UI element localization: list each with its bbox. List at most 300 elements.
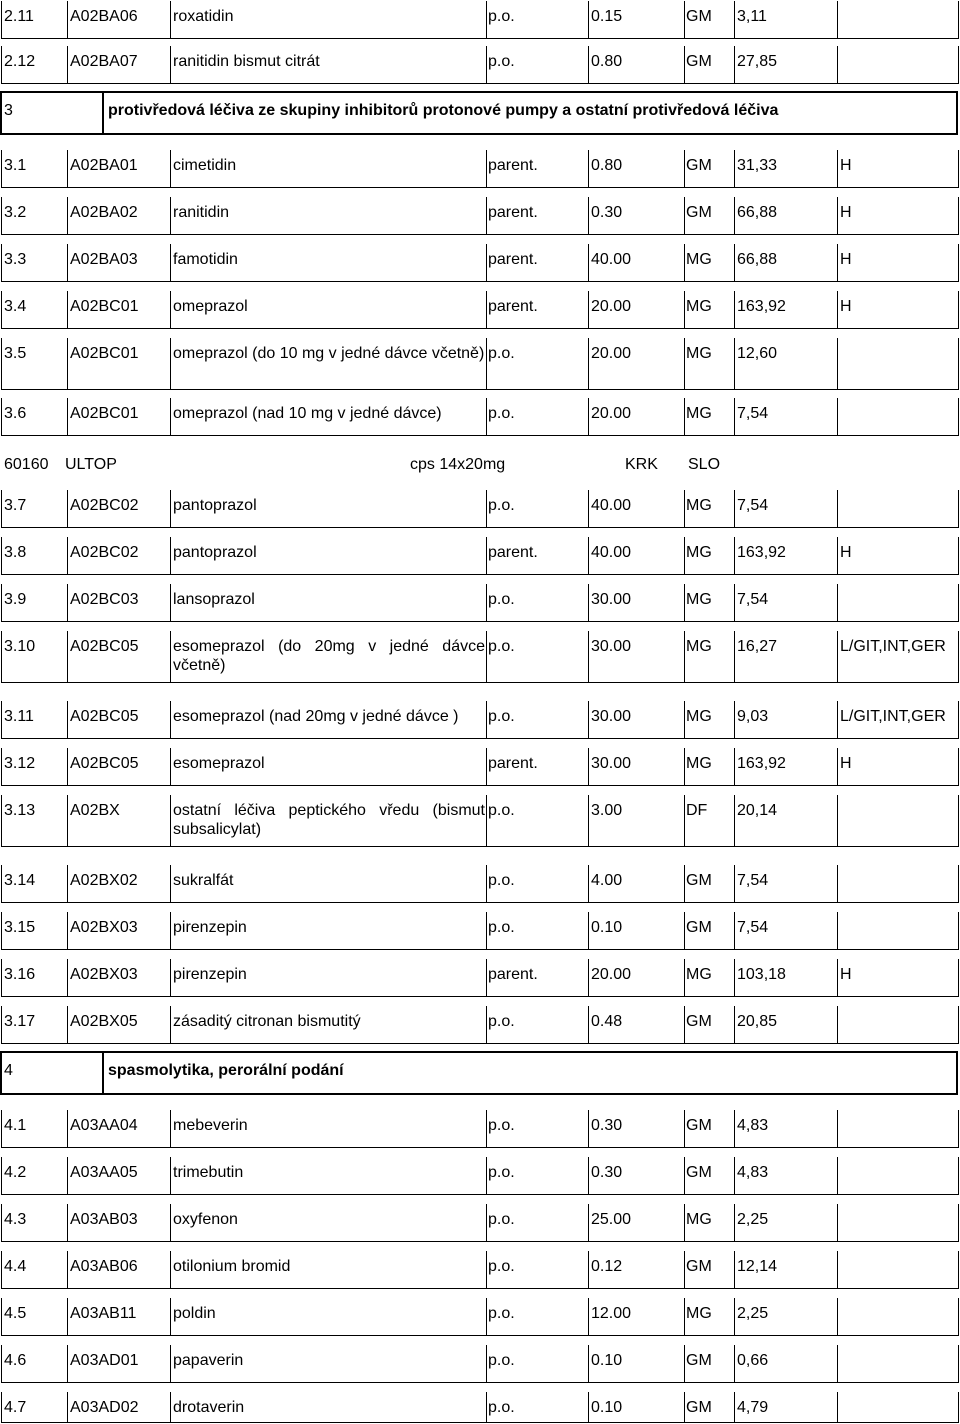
column-divider — [837, 1392, 838, 1423]
column-divider — [486, 150, 487, 188]
ddd-unit: GM — [686, 8, 712, 25]
column-divider — [837, 865, 838, 903]
drug-name: esomeprazol — [173, 755, 265, 772]
route: p.o. — [488, 802, 515, 819]
atc-code: A02BA06 — [70, 8, 138, 25]
column-divider — [486, 291, 487, 329]
column-divider — [170, 584, 171, 622]
column-divider — [684, 795, 685, 847]
product-name: ULTOP — [65, 456, 117, 473]
column-divider — [486, 1110, 487, 1148]
row-divider — [1, 1194, 958, 1195]
column-divider — [1, 291, 2, 329]
price: 163,92 — [737, 755, 786, 772]
atc-code: A03AB03 — [70, 1211, 138, 1228]
column-divider — [588, 338, 589, 390]
column-divider — [170, 631, 171, 683]
row-divider — [1, 281, 958, 282]
row-number: 2.11 — [4, 8, 34, 25]
row-number: 2.12 — [4, 53, 36, 70]
atc-code: A02BC05 — [70, 708, 139, 725]
column-divider — [1, 795, 2, 847]
column-divider — [486, 46, 487, 84]
column-divider — [102, 1053, 104, 1093]
table-row — [0, 150, 960, 188]
column-divider — [170, 46, 171, 84]
ddd-value: 0.80 — [591, 157, 623, 174]
ddd-value: 4.00 — [591, 872, 623, 889]
column-divider — [486, 1204, 487, 1242]
row-divider — [1, 1422, 958, 1423]
column-divider — [1, 1006, 2, 1044]
row-divider — [1, 389, 958, 390]
column-divider — [684, 398, 685, 436]
ddd-unit: MG — [686, 1211, 712, 1228]
column-divider — [67, 150, 68, 188]
column-divider — [486, 197, 487, 235]
column-divider — [588, 150, 589, 188]
column-divider — [958, 912, 959, 950]
restriction-note: H — [840, 157, 852, 174]
column-divider — [486, 398, 487, 436]
route: parent. — [488, 251, 538, 268]
column-divider — [684, 1006, 685, 1044]
ddd-value: 30.00 — [591, 638, 632, 655]
drug-name: pirenzepin — [173, 966, 247, 983]
column-divider — [170, 490, 171, 528]
ddd-unit: MG — [686, 755, 712, 772]
ddd-unit: GM — [686, 919, 712, 936]
table-row — [0, 912, 960, 950]
row-divider — [1, 435, 958, 436]
route: p.o. — [488, 1211, 515, 1228]
column-divider — [1, 748, 2, 786]
route: parent. — [488, 298, 538, 315]
column-divider — [67, 244, 68, 282]
column-divider — [734, 1, 735, 39]
column-divider — [837, 959, 838, 997]
atc-code: A02BX03 — [70, 919, 138, 936]
column-divider — [588, 197, 589, 235]
drug-name: esomeprazol (do 20mg v jedné dávce včetně) — [173, 638, 485, 674]
column-divider — [734, 490, 735, 528]
table-row — [0, 398, 960, 436]
column-divider — [170, 150, 171, 188]
column-divider — [1, 46, 2, 84]
column-divider — [958, 959, 959, 997]
ddd-value: 40.00 — [591, 497, 632, 514]
table-row — [0, 490, 960, 528]
price: 31,33 — [737, 157, 778, 174]
row-number: 4.1 — [4, 1117, 27, 1134]
drug-name: omeprazol (nad 10 mg v jedné dávce) — [173, 405, 442, 422]
column-divider — [684, 748, 685, 786]
column-divider — [837, 1298, 838, 1336]
column-divider — [486, 1392, 487, 1423]
column-divider — [67, 1157, 68, 1195]
column-divider — [734, 912, 735, 950]
price: 163,92 — [737, 298, 786, 315]
column-divider — [170, 748, 171, 786]
row-divider — [1, 1288, 958, 1289]
ddd-unit: GM — [686, 53, 712, 70]
column-divider — [486, 865, 487, 903]
column-divider — [837, 748, 838, 786]
column-divider — [486, 490, 487, 528]
atc-code: A02BA03 — [70, 251, 138, 268]
column-divider — [170, 398, 171, 436]
column-divider — [588, 1298, 589, 1336]
column-divider — [588, 1345, 589, 1383]
column-divider — [67, 959, 68, 997]
column-divider — [684, 1157, 685, 1195]
column-divider — [1, 1345, 2, 1383]
column-divider — [684, 1204, 685, 1242]
column-divider — [170, 1204, 171, 1242]
column-divider — [1, 959, 2, 997]
ddd-value: 20.00 — [591, 298, 632, 315]
column-divider — [67, 865, 68, 903]
column-divider — [486, 1157, 487, 1195]
drug-name: cimetidin — [173, 157, 237, 174]
ddd-value: 0.30 — [591, 204, 623, 221]
row-number: 3.16 — [4, 966, 36, 983]
row-number: 3.7 — [4, 497, 27, 514]
ddd-value: 30.00 — [591, 708, 632, 725]
column-divider — [588, 584, 589, 622]
column-divider — [734, 150, 735, 188]
column-divider — [588, 244, 589, 282]
price: 66,88 — [737, 251, 778, 268]
route: parent. — [488, 966, 538, 983]
restriction-note: H — [840, 966, 852, 983]
atc-code: A02BC01 — [70, 298, 139, 315]
table-row — [0, 959, 960, 997]
price: 7,54 — [737, 497, 769, 514]
price: 16,27 — [737, 638, 778, 655]
column-divider — [837, 1, 838, 39]
column-divider — [486, 701, 487, 739]
table-row — [0, 701, 960, 739]
section-row — [0, 1051, 960, 1095]
column-divider — [958, 338, 959, 390]
table-row — [0, 244, 960, 282]
route: p.o. — [488, 638, 515, 655]
table-row — [0, 46, 960, 84]
column-divider — [170, 291, 171, 329]
row-divider — [1, 996, 958, 997]
drug-name: roxatidin — [173, 8, 234, 25]
row-number: 3.6 — [4, 405, 27, 422]
drug-name: drotaverin — [173, 1399, 245, 1416]
row-number: 4.6 — [4, 1352, 27, 1369]
table-row — [0, 748, 960, 786]
column-divider — [170, 795, 171, 847]
column-divider — [958, 1, 959, 39]
price: 0,66 — [737, 1352, 769, 1369]
column-divider — [958, 1204, 959, 1242]
column-divider — [170, 1157, 171, 1195]
column-divider — [67, 1110, 68, 1148]
column-divider — [170, 1392, 171, 1423]
column-divider — [588, 1251, 589, 1289]
ddd-value: 0.80 — [591, 53, 623, 70]
ddd-unit: MG — [686, 544, 712, 561]
column-divider — [684, 1392, 685, 1423]
ddd-value: 0.15 — [591, 8, 623, 25]
column-divider — [588, 1110, 589, 1148]
column-divider — [486, 1251, 487, 1289]
column-divider — [170, 338, 171, 390]
table-row — [0, 1345, 960, 1383]
atc-code: A02BC01 — [70, 405, 139, 422]
row-number: 3.12 — [4, 755, 36, 772]
column-divider — [734, 701, 735, 739]
price: 4,83 — [737, 1164, 769, 1181]
column-divider — [958, 631, 959, 683]
column-divider — [837, 338, 838, 390]
column-divider — [684, 959, 685, 997]
column-divider — [486, 537, 487, 575]
column-divider — [67, 701, 68, 739]
column-divider — [837, 912, 838, 950]
column-divider — [170, 1251, 171, 1289]
column-divider — [734, 584, 735, 622]
column-divider — [170, 912, 171, 950]
column-divider — [588, 1006, 589, 1044]
row-number: 3.5 — [4, 345, 27, 362]
table-row — [0, 1392, 960, 1423]
column-divider — [170, 959, 171, 997]
ddd-value: 0.12 — [591, 1258, 623, 1275]
atc-code: A02BC02 — [70, 497, 139, 514]
product-holder: KRK — [625, 456, 658, 473]
row-divider — [1, 574, 958, 575]
column-divider — [837, 244, 838, 282]
column-divider — [837, 490, 838, 528]
column-divider — [734, 1006, 735, 1044]
column-divider — [170, 865, 171, 903]
route: parent. — [488, 755, 538, 772]
section-title: spasmolytika, perorální podání — [108, 1062, 344, 1079]
ddd-unit: MG — [686, 251, 712, 268]
table-row — [0, 291, 960, 329]
column-divider — [734, 1110, 735, 1148]
column-divider — [67, 1345, 68, 1383]
column-divider — [486, 584, 487, 622]
atc-code: A02BX — [70, 802, 120, 819]
column-divider — [837, 1157, 838, 1195]
column-divider — [486, 1, 487, 39]
column-divider — [67, 912, 68, 950]
drug-name: sukralfát — [173, 872, 234, 889]
column-divider — [958, 537, 959, 575]
column-divider — [734, 1251, 735, 1289]
route: p.o. — [488, 919, 515, 936]
ddd-unit: MG — [686, 591, 712, 608]
column-divider — [734, 1298, 735, 1336]
row-divider — [1, 187, 958, 188]
column-divider — [67, 46, 68, 84]
column-divider — [837, 584, 838, 622]
column-divider — [837, 1006, 838, 1044]
column-divider — [1, 1298, 2, 1336]
row-number: 3.8 — [4, 544, 27, 561]
row-divider — [1, 846, 958, 847]
column-divider — [958, 584, 959, 622]
column-divider — [837, 150, 838, 188]
column-divider — [958, 46, 959, 84]
column-divider — [734, 1392, 735, 1423]
product-row — [0, 447, 960, 477]
ddd-unit: MG — [686, 298, 712, 315]
price: 2,25 — [737, 1211, 769, 1228]
table-row — [0, 1006, 960, 1044]
column-divider — [67, 490, 68, 528]
price: 4,79 — [737, 1399, 769, 1416]
column-divider — [958, 398, 959, 436]
table-row — [0, 1251, 960, 1289]
price: 20,85 — [737, 1013, 778, 1030]
drug-name: zásaditý citronan bismutitý — [173, 1013, 361, 1030]
price: 2,25 — [737, 1305, 769, 1322]
row-divider — [1, 949, 958, 950]
ddd-value: 0.48 — [591, 1013, 623, 1030]
row-divider — [1, 785, 958, 786]
row-number: 3.10 — [4, 638, 36, 655]
table-row — [0, 1204, 960, 1242]
row-divider — [1, 1335, 958, 1336]
column-divider — [486, 244, 487, 282]
column-divider — [170, 244, 171, 282]
atc-code: A02BA01 — [70, 157, 138, 174]
column-divider — [1, 865, 2, 903]
column-divider — [684, 46, 685, 84]
column-divider — [588, 1392, 589, 1423]
ddd-unit: GM — [686, 1013, 712, 1030]
column-divider — [1, 701, 2, 739]
column-divider — [684, 1, 685, 39]
column-divider — [170, 1110, 171, 1148]
restriction-note: H — [840, 204, 852, 221]
column-divider — [170, 1, 171, 39]
column-divider — [734, 959, 735, 997]
atc-code: A02BC05 — [70, 755, 139, 772]
atc-code: A02BC03 — [70, 591, 139, 608]
column-divider — [588, 795, 589, 847]
ddd-value: 0.30 — [591, 1117, 623, 1134]
drug-name: otilonium bromid — [173, 1258, 291, 1275]
section-number: 4 — [4, 1062, 13, 1079]
ddd-unit: GM — [686, 1352, 712, 1369]
drug-name: omeprazol (do 10 mg v jedné dávce včetně) — [173, 345, 485, 362]
route: p.o. — [488, 497, 515, 514]
row-number: 4.5 — [4, 1305, 27, 1322]
column-divider — [734, 398, 735, 436]
column-divider — [486, 748, 487, 786]
column-divider — [170, 197, 171, 235]
column-divider — [486, 631, 487, 683]
ddd-unit: GM — [686, 1117, 712, 1134]
column-divider — [1, 1110, 2, 1148]
column-divider — [684, 631, 685, 683]
column-divider — [67, 1298, 68, 1336]
ddd-unit: MG — [686, 405, 712, 422]
drug-name: ostatní léčiva peptického vředu (bismut subsalicylat) — [173, 802, 485, 838]
row-number: 3.14 — [4, 872, 36, 889]
column-divider — [67, 197, 68, 235]
column-divider — [958, 795, 959, 847]
ddd-value: 20.00 — [591, 405, 632, 422]
column-divider — [734, 291, 735, 329]
column-divider — [958, 748, 959, 786]
column-divider — [67, 1392, 68, 1423]
row-number: 3.13 — [4, 802, 36, 819]
column-divider — [684, 701, 685, 739]
drug-name: ranitidin — [173, 204, 230, 221]
column-divider — [486, 338, 487, 390]
column-divider — [958, 1006, 959, 1044]
column-divider — [1, 244, 2, 282]
row-divider — [1, 1147, 958, 1148]
ddd-unit: GM — [686, 204, 712, 221]
column-divider — [837, 631, 838, 683]
column-divider — [958, 1251, 959, 1289]
table-row — [0, 338, 960, 390]
column-divider — [588, 46, 589, 84]
route: p.o. — [488, 53, 515, 70]
price: 12,60 — [737, 345, 778, 362]
price: 7,54 — [737, 919, 769, 936]
column-divider — [837, 46, 838, 84]
column-divider — [67, 398, 68, 436]
column-divider — [734, 46, 735, 84]
column-divider — [958, 244, 959, 282]
section-number: 3 — [4, 102, 13, 119]
column-divider — [486, 795, 487, 847]
row-number: 4.3 — [4, 1211, 27, 1228]
ddd-value: 0.30 — [591, 1164, 623, 1181]
row-divider — [1, 234, 958, 235]
column-divider — [588, 291, 589, 329]
product-country: SLO — [688, 456, 721, 473]
atc-code: A02BX03 — [70, 966, 138, 983]
table-row — [0, 197, 960, 235]
column-divider — [588, 490, 589, 528]
column-divider — [588, 1204, 589, 1242]
ddd-value: 30.00 — [591, 755, 632, 772]
price: 7,54 — [737, 591, 769, 608]
table-row — [0, 1110, 960, 1148]
column-divider — [958, 197, 959, 235]
row-number: 3.9 — [4, 591, 27, 608]
column-divider — [1, 584, 2, 622]
price: 7,54 — [737, 405, 769, 422]
column-divider — [170, 1298, 171, 1336]
row-divider — [1, 83, 958, 84]
atc-code: A02BC02 — [70, 544, 139, 561]
column-divider — [734, 244, 735, 282]
column-divider — [588, 912, 589, 950]
row-divider — [1, 1382, 958, 1383]
column-divider — [588, 631, 589, 683]
route: p.o. — [488, 708, 515, 725]
route: p.o. — [488, 1013, 515, 1030]
column-divider — [734, 748, 735, 786]
drug-name: pantoprazol — [173, 544, 257, 561]
column-divider — [1, 537, 2, 575]
row-number: 3.2 — [4, 204, 27, 221]
